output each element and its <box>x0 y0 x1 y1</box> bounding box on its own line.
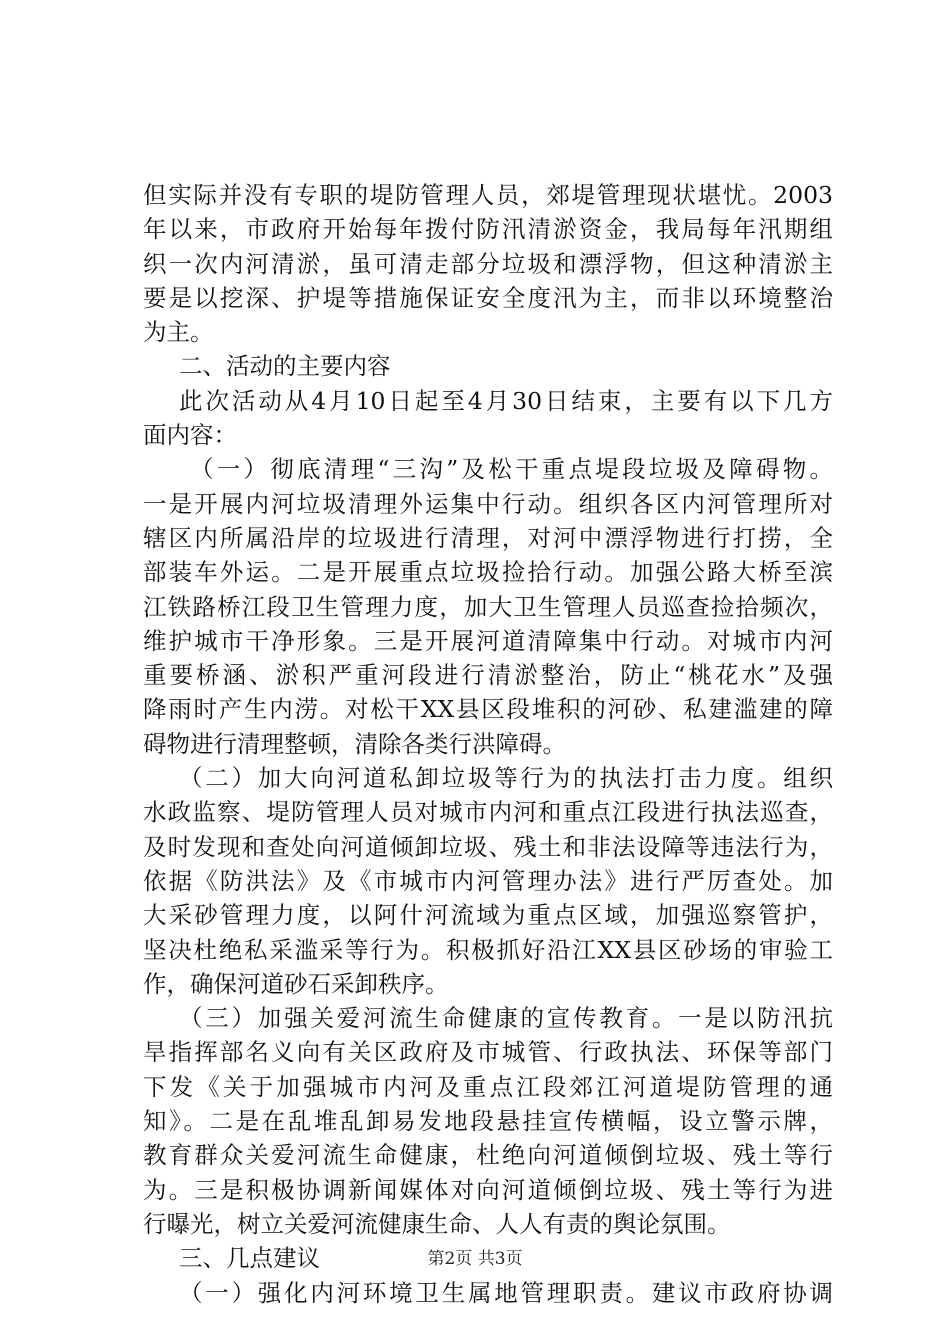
text-line: 坚决杜绝私采滥采等行为。积极抓好沿江XX县区砂场的审验工 <box>143 935 833 964</box>
text-line: 三、几点建议 <box>179 1244 320 1273</box>
document-body <box>143 178 833 1310</box>
text-line: 为。三是积极协调新闻媒体对向河道倾倒垃圾、残土等行为进 <box>143 1175 833 1204</box>
text-line: 二、活动的主要内容 <box>179 352 391 381</box>
text-line: 年以来，市政府开始每年拨付防汛清淤资金，我局每年汛期组 <box>143 215 833 244</box>
text-line: （三）加强关爱河流生命健康的宣传教育。一是以防汛抗 <box>179 1004 833 1033</box>
text-line: （二）加大向河道私卸垃圾等行为的执法打击力度。组织 <box>179 764 833 793</box>
text-line: 碍物进行清理整顿，清除各类行洪障碍。 <box>143 729 566 758</box>
text-line: （一）强化内河环境卫生属地管理职责。建议市政府协调 <box>179 1278 833 1307</box>
text-line: 一是开展内河垃圾清理外运集中行动。组织各区内河管理所对 <box>143 489 833 518</box>
text-line: 知》。二是在乱堆乱卸易发地段悬挂宣传横幅，设立警示牌， <box>143 1107 833 1136</box>
text-line: 面内容： <box>143 421 237 450</box>
text-line: 依据《防洪法》及《市城市内河管理办法》进行严厉查处。加 <box>143 866 833 895</box>
text-line: 织一次内河清淤，虽可清走部分垃圾和漂浮物，但这种清淤主 <box>143 249 833 278</box>
text-line: 教育群众关爱河流生命健康，杜绝向河道倾倒垃圾、残土等行 <box>143 1141 833 1170</box>
page-footer: 第2页 共3页 <box>427 1249 523 1269</box>
text-line: 旱指挥部名义向有关区政府及市城管、行政执法、环保等部门 <box>143 1038 833 1067</box>
text-line: 大采砂管理力度，以阿什河流域为重点区域，加强巡察管护， <box>143 901 833 930</box>
text-line: 江铁路桥江段卫生管理力度，加大卫生管理人员巡查捡拾频次， <box>143 592 833 621</box>
text-line: 部装车外运。二是开展重点垃圾捡拾行动。加强公路大桥至滨 <box>143 558 833 587</box>
text-line: 此次活动从4月10日起至4月30日结束，主要有以下几方 <box>179 386 833 415</box>
text-line: 作，确保河道砂石采卸秩序。 <box>143 969 449 998</box>
text-line: 辖区内所属沿岸的垃圾进行清理，对河中漂浮物进行打捞，全 <box>143 523 833 552</box>
text-line: 重要桥涵、淤积严重河段进行清淤整治，防止“桃花水”及强 <box>143 661 833 690</box>
text-line: 下发《关于加强城市内河及重点江段郊江河道堤防管理的通 <box>143 1072 833 1101</box>
text-line: 行曝光，树立关爱河流健康生命、人人有责的舆论氛围。 <box>143 1209 731 1238</box>
text-line: 维护城市干净形象。三是开展河道清障集中行动。对城市内河 <box>143 626 833 655</box>
text-line: 降雨时产生内涝。对松干XX县区段堆积的河砂、私建滥建的障 <box>143 695 833 724</box>
text-line: 但实际并没有专职的堤防管理人员，郊堤管理现状堪忧。2003 <box>143 181 833 209</box>
text-line: （一）彻底清理“三沟”及松干重点堤段垃圾及障碍物。 <box>190 455 833 484</box>
text-line: 为主。 <box>143 318 214 347</box>
text-line: 水政监察、堤防管理人员对城市内河和重点江段进行执法巡查， <box>143 798 833 827</box>
text-line: 要是以挖深、护堤等措施保证安全度汛为主，而非以环境整治 <box>143 283 833 312</box>
text-line: 及时发现和查处向河道倾卸垃圾、残土和非法设障等违法行为， <box>143 832 833 861</box>
